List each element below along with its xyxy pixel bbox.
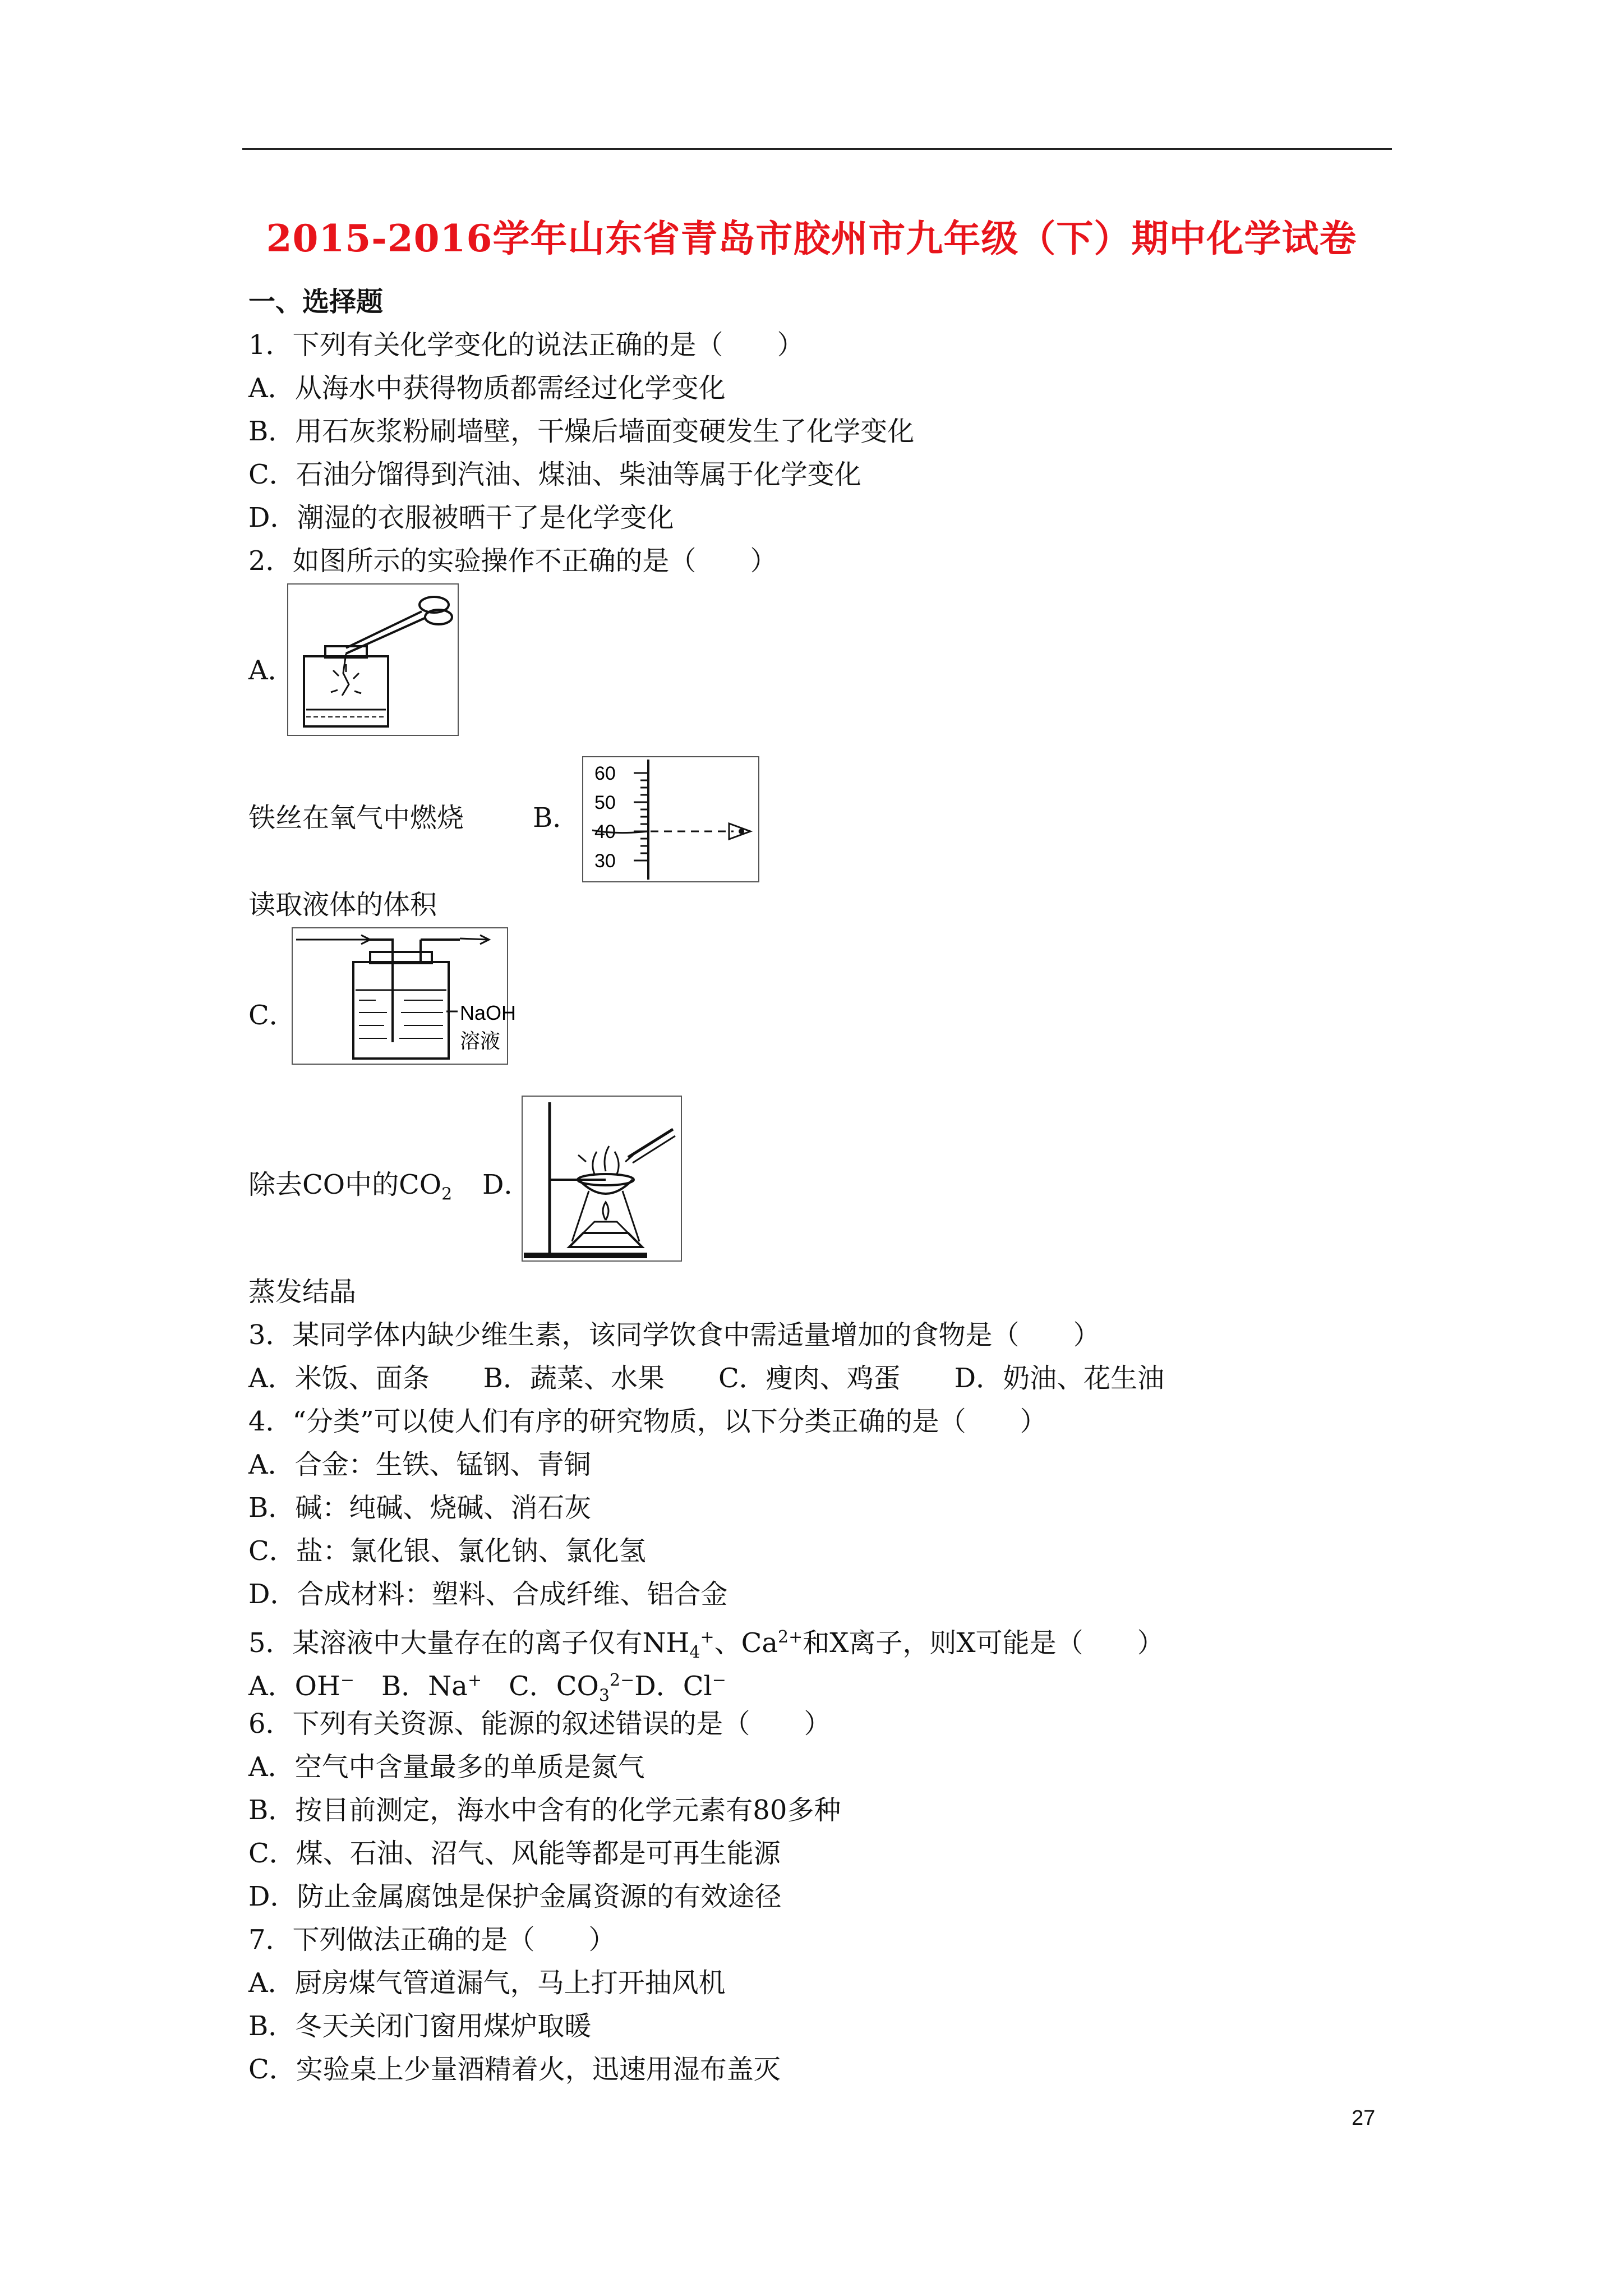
q1-option-d: D．潮湿的衣服被晒干了是化学变化	[248, 502, 674, 533]
naoh-label-text: NaOH	[460, 1001, 517, 1024]
tick-label-40: 40	[594, 821, 616, 843]
page-number: 27	[1352, 2106, 1376, 2130]
tick-label-60: 60	[594, 763, 616, 784]
q7-stem: 7．下列做法正确的是（ ）	[248, 1924, 616, 1955]
tick-label-50: 50	[594, 792, 616, 813]
solution-label-text: 溶液	[460, 1029, 501, 1052]
section-heading: 一、选择题	[248, 286, 384, 318]
q2-option-b-caption: 读取液体的体积	[248, 889, 437, 921]
q2-option-a-label: A．	[248, 655, 295, 686]
q2-option-d-caption: 蒸发结晶	[248, 1276, 357, 1308]
q6-option-d: D．防止金属腐蚀是保护金属资源的有效途径	[248, 1881, 782, 1912]
q6-option-c: C．煤、石油、沼气、风能等都是可再生能源	[248, 1838, 781, 1869]
graduated-cylinder-figure	[582, 756, 759, 882]
tick-label-30: 30	[594, 850, 616, 872]
q5-options: A．OH− B．Na+ C．$CO_3^{2-}D$．Cl−	[248, 1671, 726, 1706]
q4-option-d: D．合成材料：塑料、合成纤维、铝合金	[248, 1579, 728, 1610]
q2-option-c-label: C．	[248, 1000, 296, 1031]
q1-stem: 1．下列有关化学变化的说法正确的是（ ）	[248, 329, 804, 361]
q4-option-b: B．碱：纯碱、烧碱、消石灰	[248, 1492, 592, 1524]
header-rule	[242, 148, 1392, 150]
q6-stem: 6．下列有关资源、能源的叙述错误的是（ ）	[248, 1708, 831, 1740]
q1-option-c: C．石油分馏得到汽油、煤油、柴油等属于化学变化	[248, 459, 861, 490]
q4-option-c: C．盐：氯化银、氯化钠、氯化氢	[248, 1535, 646, 1567]
iron-wire-burning-figure	[287, 583, 459, 736]
q2-option-b-label: B．	[533, 802, 580, 834]
q4-option-a: A．合金：生铁、锰钢、青铜	[248, 1449, 591, 1480]
q7-option-b: B．冬天关闭门窗用煤炉取暖	[248, 2010, 592, 2042]
q7-option-a: A．厨房煤气管道漏气，马上打开抽风机	[248, 1967, 726, 1999]
q2-option-a-caption: 铁丝在氧气中燃烧	[248, 802, 464, 834]
q5-stem: 5．某溶液中大量存在的离子仅有$NH_4^+$、$Ca^{2+}$和X离子，则X可能是（ ）	[248, 1627, 1164, 1663]
evaporation-figure	[522, 1096, 682, 1262]
q2-option-d-label: D．	[482, 1169, 531, 1200]
naoh-gas-washing-figure	[292, 927, 517, 1065]
q3-options: A．米饭、面条 B．蔬菜、水果 C．瘦肉、鸡蛋 D．奶油、花生油	[248, 1363, 1165, 1394]
q4-stem: 4．“分类”可以使人们有序的研究物质，以下分类正确的是（ ）	[248, 1406, 1047, 1437]
q6-option-a: A．空气中含量最多的单质是氮气	[248, 1751, 645, 1783]
page-title: 2015-2016学年山东省青岛市胶州市九年级（下）期中化学试卷	[266, 217, 1357, 260]
q1-option-a: A．从海水中获得物质都需经过化学变化	[248, 372, 726, 404]
q1-option-b: B．用石灰浆粉刷墙壁，干燥后墙面变硬发生了化学变化	[248, 416, 915, 447]
q2-option-c-caption: 除去CO中的$CO_2$	[248, 1169, 453, 1204]
q7-option-c: C．实验桌上少量酒精着火，迅速用湿布盖灭	[248, 2054, 781, 2085]
q6-option-b: B．按目前测定，海水中含有的化学元素有80多种	[248, 1795, 841, 1826]
q3-stem: 3．某同学体内缺少维生素，该同学饮食中需适量增加的食物是（ ）	[248, 1319, 1100, 1351]
q2-stem: 2．如图所示的实验操作不正确的是（ ）	[248, 545, 777, 577]
